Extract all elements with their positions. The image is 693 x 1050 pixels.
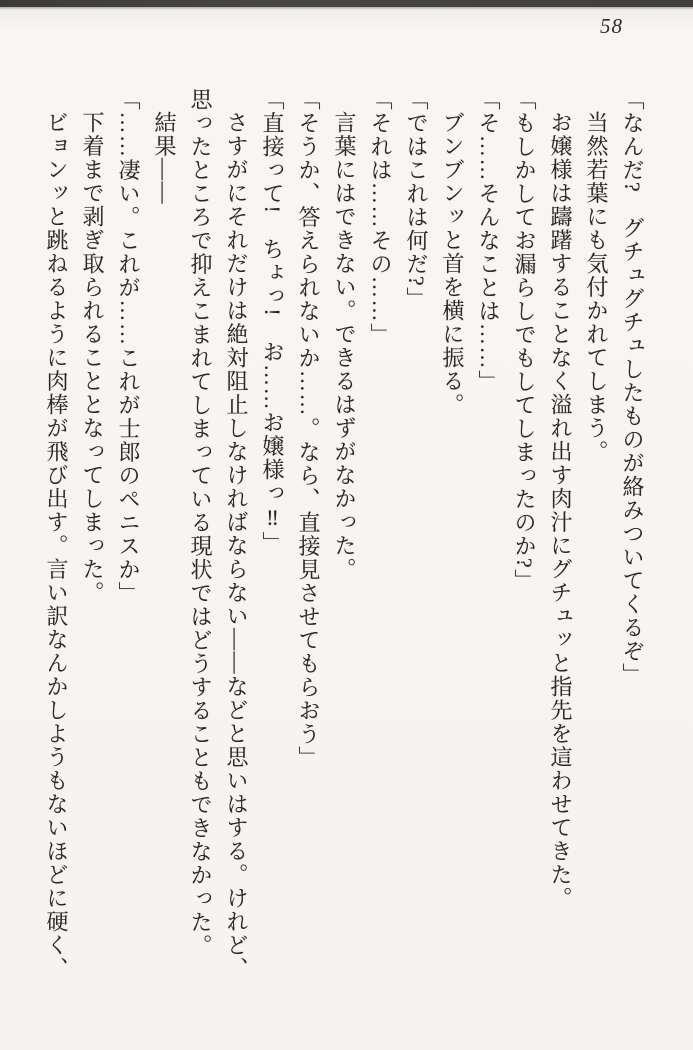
text-column: 「もしかしてお漏らしでもしてしまったのか?」 bbox=[512, 88, 537, 593]
text-column: 「なんだ? グチュグチュしたものが絡みついてくるぞ」 bbox=[620, 88, 645, 687]
page-number: 58 bbox=[600, 14, 623, 38]
text-column: 言葉にはできない。できるはずがなかった。 bbox=[332, 111, 357, 581]
text-column: ビョンッと跳ねるように肉棒が飛び出す。言い訳なんかしようもないほどに硬く、 bbox=[44, 111, 69, 981]
text-column: 「……凄い。これが……これが士郎のペニスか」 bbox=[116, 88, 141, 605]
text-column: 「ではこれは何だ?」 bbox=[404, 88, 429, 311]
text-column: 当然若葉にも気付かれてしまう。 bbox=[584, 111, 609, 464]
text-column: 「それは……その……」 bbox=[368, 88, 393, 347]
text-column: ブンブンッと首を横に振る。 bbox=[440, 111, 465, 417]
text-column: 「そ……そんなことは……」 bbox=[476, 88, 501, 394]
text-column: さすがにそれだけは絶対阻止しなければならない――などと思いはする。けれど、 bbox=[224, 111, 249, 981]
text-column: 下着まで剥ぎ取られることとなってしまった。 bbox=[80, 111, 105, 605]
text-column: 思ったところで抑えこまれてしまっている現状ではどうすることもできなかった。 bbox=[188, 88, 213, 958]
text-column: 結果―― bbox=[152, 111, 177, 205]
text-column: 「直接って! ちょっ! お……お嬢様っ‼」 bbox=[260, 88, 285, 556]
text-column: 「そうか、答えられないか……。なら、直接見させてもらおう」 bbox=[296, 88, 321, 770]
vertical-text-block bbox=[38, 88, 650, 1040]
scan-edge-top bbox=[0, 0, 693, 7]
text-column: お嬢様は躊躇することなく溢れ出す肉汁にグチュッと指先を這わせてきた。 bbox=[548, 111, 573, 910]
